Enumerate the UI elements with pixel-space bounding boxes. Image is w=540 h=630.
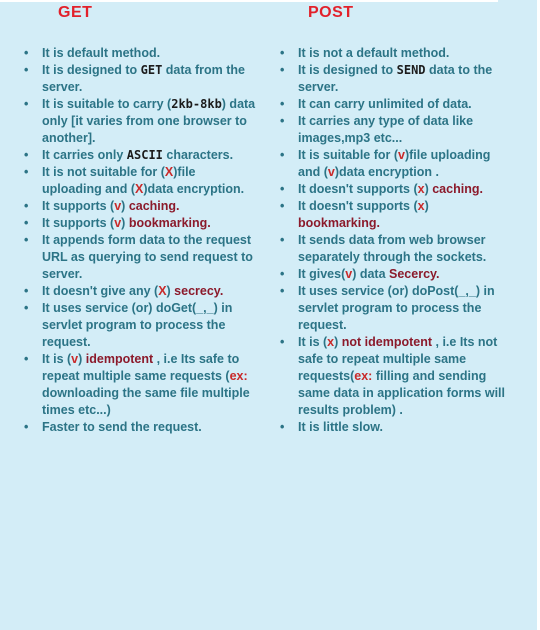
get-features-list [24,45,256,436]
post-list-item-text: caching. [432,182,483,196]
get-list-item-text: It is not suitable for ( [42,165,165,179]
post-list-item [280,147,512,181]
post-list-item [280,334,512,419]
bullet-icon: • [24,199,29,213]
get-list-item-text: ) [166,284,175,298]
post-list-item-text: , i.e Its not safe to repeat multiple same requests( [298,335,498,383]
post-features-list [280,45,512,436]
post-list-item-text: x [327,335,335,349]
post-list-item [280,45,512,62]
bullet-icon: • [280,420,285,434]
get-list-item-text: ex: [229,369,248,383]
bullet-icon: • [24,233,29,247]
get-list-item-text: )file uploading and ( [42,165,196,196]
post-list-item-text: data to the server. [298,63,493,94]
post-list-item-text: It is suitable for ( [298,148,399,162]
post-list-item-text: It can carry unlimited of data. [298,97,472,111]
post-list-item-text: )file uploading and ( [298,148,491,179]
get-list-item [24,300,256,351]
get-list-item-text: It carries only [42,148,127,162]
get-list-item [24,96,256,147]
get-list-item-text: X [164,165,174,179]
post-list-item-text: ) [424,182,433,196]
bullet-icon: • [24,165,29,179]
get-list-item-text: ) [78,352,86,366]
post-list-item-text: bookmarking. [298,216,380,230]
bullet-icon: • [280,182,285,196]
get-list-item-text: It uses service (or) doGet(_,_) in servlet program to process the request. [42,301,233,349]
bullet-icon: • [24,46,29,60]
get-list-item [24,283,256,300]
bullet-icon: • [280,148,285,162]
get-list-item-text: v [114,199,122,213]
post-list-item [280,62,512,96]
bullet-icon: • [24,63,29,77]
get-list-item [24,45,256,62]
bullet-icon: • [24,284,29,298]
post-list-item-text: It is designed to [298,63,397,77]
get-list-item-text: It doesn't give any ( [42,284,159,298]
get-list-item [24,198,256,215]
get-list-item-text: ) [121,216,129,230]
get-list-item [24,147,256,164]
post-list-item-text: )data encryption . [334,165,439,179]
post-list-item [280,419,512,436]
post-list-item-text: SEND [396,63,426,77]
get-list-item [24,62,256,96]
bullet-icon: • [280,199,285,213]
post-list-item [280,266,512,283]
get-list-item-text: idempotent [85,352,154,366]
get-list-item [24,232,256,283]
post-list-item-text: It doesn't supports ( [298,199,418,213]
bullet-icon: • [280,233,285,247]
post-list-item-text: not idempotent [341,335,433,349]
post-list-item-text: v [398,148,405,162]
bullet-icon: • [24,97,29,111]
get-list-item-text: data from the server. [42,63,245,94]
get-list-item-text: bookmarking. [128,216,211,230]
post-list-item-text: ) [334,335,342,349]
post-list-item [280,181,512,198]
post-list-item-text: v [327,165,335,179]
get-list-item [24,215,256,232]
post-list-item-text: ex: [354,369,373,383]
get-list-item-text: It is ( [42,352,72,366]
get-list-item-text: ASCII [126,148,163,162]
get-list-item-text: , i.e Its safe to repeat multiple same requests ( [42,352,240,383]
bullet-icon: • [280,97,285,111]
get-list-item-text: It is suitable to carry ( [42,97,172,111]
get-column-title: GET [58,4,93,21]
post-list-item [280,198,512,232]
post-list-item-text: ) [424,199,429,213]
post-list-item [280,113,512,147]
get-list-item-text: characters. [162,148,234,162]
post-list-item [280,283,512,334]
post-list-item-text: It is ( [298,335,328,349]
get-list-item-text: X [135,182,144,196]
get-list-item-text: secrecy. [174,284,224,298]
get-list-item-text: 2kb-8kb [171,97,222,111]
get-list-item-text: caching. [128,199,180,213]
post-list-item [280,232,512,266]
bullet-icon: • [280,46,285,60]
get-list-item-text: GET [140,63,163,77]
post-list-item-text: Secercy. [389,267,440,281]
post-list-item-text: It carries any type of data like images,mp3 etc... [298,114,474,145]
get-list-item-text: Faster to send the request. [42,420,202,434]
bullet-icon: • [24,352,29,366]
post-list-item-text: It gives( [298,267,346,281]
get-list-item-text: )data encryption. [143,182,245,196]
get-list-item-text: X [158,284,167,298]
post-list-item-text: It doesn't supports ( [298,182,418,196]
bullet-icon: • [24,420,29,434]
post-list-item-text: It uses service (or) doPost(_,_) in servlet program to process the request. [298,284,495,332]
get-list-item-text: ) [121,199,129,213]
bullet-icon: • [24,216,29,230]
get-list-item-text: It appends form data to the request URL as querying to send request to server. [42,233,253,281]
bullet-icon: • [280,284,285,298]
get-list-item-text: It supports ( [42,216,115,230]
get-list-item-text: It is designed to [42,63,141,77]
bullet-icon: • [24,148,29,162]
post-list-item-text: filling and sending same data in application forms will results problem) . [298,369,505,417]
post-list-item-text: x [417,182,425,196]
get-list-item-text: v [114,216,122,230]
get-list-item [24,164,256,198]
get-list-item-text: ) data only [it varies from one browser to another]. [42,97,256,145]
get-list-item-text: v [71,352,79,366]
bullet-icon: • [280,114,285,128]
get-list-item [24,419,256,436]
bullet-icon: • [280,267,285,281]
post-column-title: POST [308,4,354,21]
bullet-icon: • [280,335,285,349]
top-border [0,0,498,2]
bullet-icon: • [24,301,29,315]
post-list-item [280,96,512,113]
post-list-item-text: It is little slow. [298,420,383,434]
get-list-item-text: It supports ( [42,199,115,213]
bullet-icon: • [280,63,285,77]
post-list-item-text: It is not a default method. [298,46,450,60]
get-list-item [24,351,256,419]
post-list-item-text: ) data [352,267,390,281]
post-list-item-text: x [417,199,425,213]
get-list-item-text: downloading the same file multiple times etc...) [42,386,250,417]
post-list-item-text: v [345,267,353,281]
get-list-item-text: It is default method. [42,46,161,60]
post-list-item-text: It sends data from web browser separately through the sockets. [298,233,487,264]
